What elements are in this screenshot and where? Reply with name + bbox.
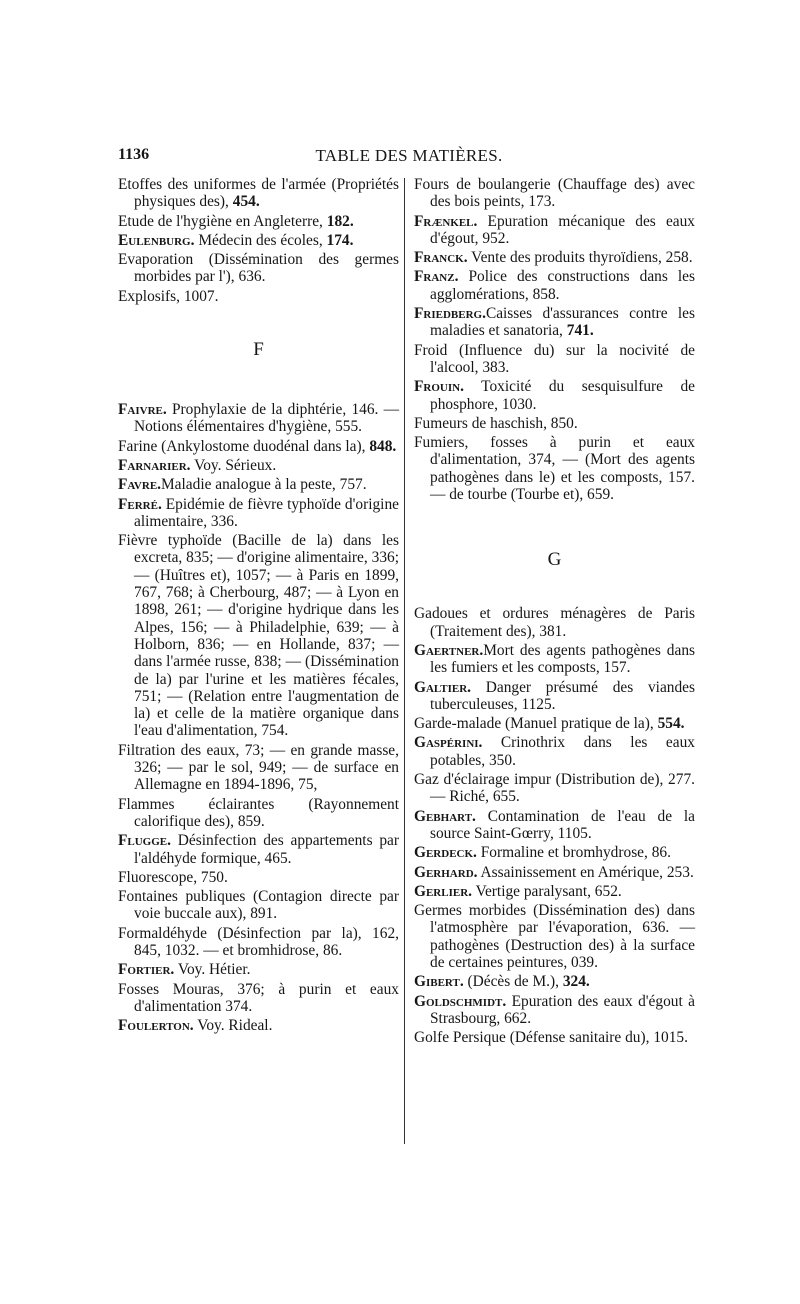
entry-author: Galtier. [414,678,471,696]
column-divider [404,178,405,1144]
entry-text: Médecin des écoles, [194,231,327,249]
index-entry [414,973,695,990]
index-entry [118,288,399,305]
entry-text: Gadoues et ordures ménagères de Paris (Traitement des), 381. [414,605,695,640]
entry-author: Foulerton. [118,1017,194,1035]
entry-text: Golfe Persique (Défense sanitaire du), 1015. [414,1029,688,1047]
page-header [118,146,700,170]
entry-author: Goldschmidt. [414,992,507,1010]
entry-author: Gaspérini. [414,734,483,752]
entry-author: Flugge. [118,832,171,850]
index-entry [118,1017,399,1034]
entry-text: Fontaines publiques (Contagion directe par voie buccale aux), 891. [118,888,399,923]
entry-author: Ferré. [118,495,162,513]
entry-text: Vente des produits thyroïdiens, 258. [467,249,693,267]
entry-text: Fièvre typhoïde (Bacille de la) dans les excreta, 835; — d'origine alimentaire, 336; — (Huîtres et), 1057; — à Paris en 1899, 767, 768; à Cherbourg, 487; — à Lyon en 1898, 261; — d'origine hydrique dans les Alpes, 156; — à Philadelphie, 639; — à Holborn, 836; — en Hollande, 837; — dans l'armée russe, 838; — (Dissémination de la) par l'urine et les matières fécales, 751; — (Relation entre l'augmentation de la) et celle de la matière organique dans l'eau d'alimentation, 754. [118,532,399,740]
page-number: 1136 [118,146,150,163]
entry-author: Frouin. [414,378,464,396]
entry-page-ref: 324. [562,973,590,991]
entry-author: Gibert. [414,973,464,991]
index-entry [118,457,399,474]
index-entry [414,844,695,861]
entry-text: Mort des agents pathogènes dans les fumiers et les composts, 157. [430,641,695,677]
index-entry [414,176,695,211]
entry-text: Formaline et bromhydrose, 86. [476,844,671,862]
entry-author: Faivre. [118,401,167,419]
index-entry [118,888,399,923]
section-letter: G [547,549,562,571]
entry-author: Fortier. [118,961,175,979]
index-entry [118,251,399,286]
index-entry [414,993,695,1028]
entry-author: Frænkel. [414,212,478,230]
entry-author: Eulenburg. [118,231,195,249]
index-entry [118,496,399,531]
entry-text: Fours de boulangerie (Chauffage des) avec des bois peints, 173. [414,176,695,211]
entry-author: Gerdeck. [414,844,477,862]
entry-text: Assainissement en Amérique, 253. [477,863,694,881]
entry-page-ref: 182. [326,212,354,230]
index-entry [414,771,695,806]
entry-text: Danger présumé des viandes tuberculeuses, 1125. [430,678,695,713]
entry-author: Gaertner. [414,641,484,659]
index-entry [118,742,399,794]
entry-text: Contamination de l'eau de la source Saint-Gœrry, 1105. [430,807,695,842]
section-letter: F [253,339,264,361]
entry-text: Froid (Influence du) sur la nocivité de l'alcool, 383. [414,341,695,376]
entry-text: Maladie analogue à la peste, 757. [161,476,367,494]
index-entry [414,268,695,303]
entry-text: Flammes éclairantes (Rayonnement calorifique des), 859. [118,795,399,830]
entry-author: Gebhart. [414,807,476,825]
entry-text: Etoffes des uniformes de l'armée (Propriétés physiques des), [118,176,399,211]
entry-page-ref: 741. [566,322,594,340]
index-entry [414,305,695,340]
index-entry [414,902,695,971]
entry-text: Epuration mécanique des eaux d'égout, 952. [430,212,695,247]
index-entry [414,415,695,432]
index-entry [118,176,399,211]
index-entry [414,378,695,413]
index-entry [414,734,695,769]
entry-page-ref: 454. [232,193,260,211]
index-entry [118,438,399,455]
entry-page-ref: 174. [326,231,354,249]
entry-text: Filtration des eaux, 73; — en grande masse, 326; — par le sol, 949; — de surface en Allemagne en 1894-1896, 75, [118,741,399,794]
entry-author: Franck. [414,249,468,267]
index-entry [414,1029,695,1046]
entry-text: Fumiers, fosses à purin et eaux d'alimentation, 374, — (Mort des agents pathogènes dans le) et les composts, 157. — de tourbe (Tourbe et), 659. [414,434,695,504]
entry-page-ref: 848. [369,437,397,455]
index-entry [118,232,399,249]
entry-text: Evaporation (Dissémination des germes morbides par l'), 636. [118,251,399,286]
index-entry [118,869,399,886]
entry-text: Gaz d'éclairage impur (Distribution de), 277. — Riché, 655. [414,771,695,806]
entry-text: Voy. Sérieux. [190,456,277,474]
index-entry [118,532,399,740]
index-entry [414,883,695,900]
entry-author: Gerlier. [414,882,472,900]
entry-text: Toxicité du sesquisulfure de phosphore, 1030. [430,378,695,413]
entry-text: Etude de l'hygiène en Angleterre, [118,212,327,230]
index-entry [414,679,695,714]
right-column [414,176,695,1048]
entry-text: Epidémie de fièvre typhoïde d'origine alimentaire, 336. [134,495,399,530]
entry-text: Formaldéhyde (Désinfection par la), 162, 845, 1032. — et bromhidrose, 86. [118,924,399,959]
index-entry [414,715,695,732]
entry-text: Germes morbides (Dissémination des) dans l'atmosphère par l'évaporation, 636. — pathogènes (Destruction des) à la surface de certaines peintures, 039. [414,902,695,971]
entry-author: Gerhard. [414,863,478,881]
entry-text: Vertige paralysant, 652. [472,882,622,900]
index-entry [118,213,399,230]
entry-author: Friedberg. [414,305,486,323]
entry-text: Fosses Mouras, 376; à purin et eaux d'alimentation 374. [118,980,399,1015]
running-title: TABLE DES MATIÈRES. [315,146,503,165]
index-entry [118,796,399,831]
entry-text: Garde-malade (Manuel pratique de la), [414,715,658,733]
index-entry [118,832,399,867]
entry-author: Favre. [118,476,161,494]
index-entry [414,342,695,377]
entry-text: Désinfection des appartements par l'aldéhyde formique, 465. [134,832,399,867]
index-entry [414,808,695,843]
index-entry [414,213,695,248]
entry-text: Crinothrix dans les eaux potables, 350. [430,734,695,769]
left-column [118,176,399,1036]
entry-author: Franz. [414,268,459,286]
index-entry [118,981,399,1016]
entry-text: Explosifs, 1007. [118,287,219,305]
index-entry [414,434,695,503]
index-entry [118,925,399,960]
entry-text: Epuration des eaux d'égout à Strasbourg, 662. [430,992,695,1027]
index-entry [414,249,695,266]
entry-text: (Décès de M.), [463,973,563,991]
entry-text: Fumeurs de haschish, 850. [414,414,578,432]
entry-text: Voy. Rideal. [193,1017,273,1035]
index-entry [118,961,399,978]
entry-text: Prophylaxie de la diphtérie, 146. — Notions élémentaires d'hygiène, 555. [134,401,399,436]
index-entry [414,864,695,881]
entry-text: Fluorescope, 750. [118,868,228,886]
entry-text: Voy. Hétier. [174,961,251,979]
entry-text: Police des constructions dans les agglomérations, 858. [430,268,695,303]
index-entry [414,642,695,677]
entry-author: Farnarier. [118,456,191,474]
index-entry [118,476,399,493]
entry-text: Caisses d'assurances contre les maladies et sanatoria, [430,305,695,340]
entry-page-ref: 554. [657,715,685,733]
entry-text: Farine (Ankylostome duodénal dans la), [118,437,370,455]
index-entry [414,605,695,640]
index-entry [118,401,399,436]
